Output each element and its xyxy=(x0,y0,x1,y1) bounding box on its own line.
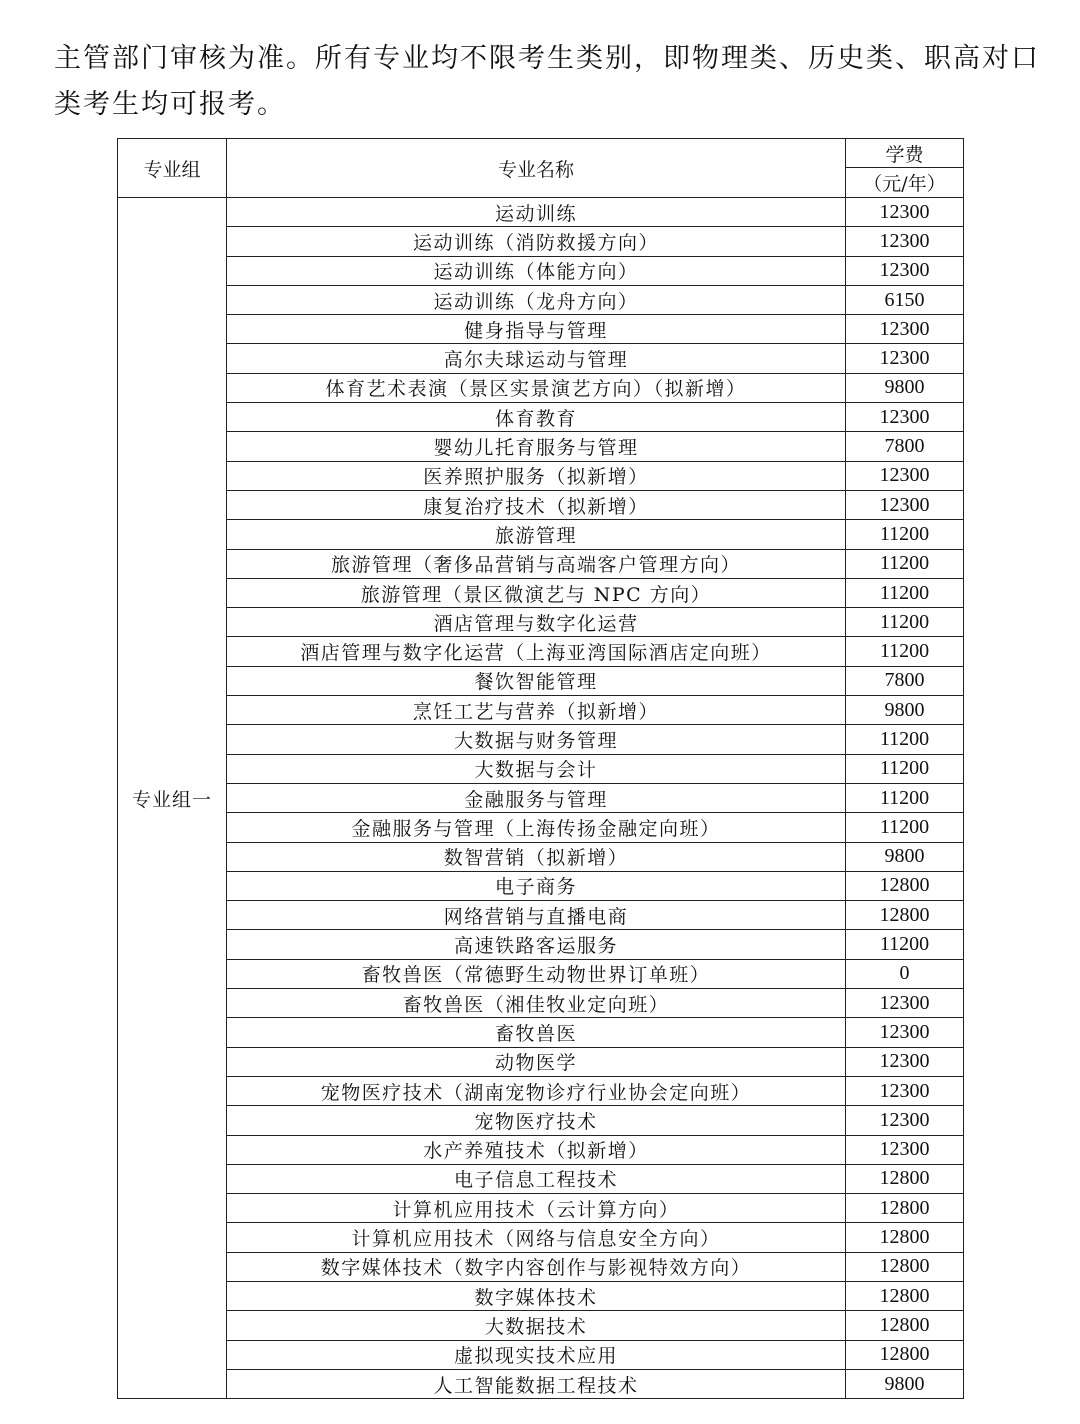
major-name-cell: 医养照护服务（拟新增） xyxy=(227,461,846,490)
table-row xyxy=(118,373,964,402)
major-name-cell: 数智营销（拟新增） xyxy=(227,842,846,871)
tuition-fee-cell: 12300 xyxy=(846,227,964,256)
major-name-cell: 人工智能数据工程技术 xyxy=(227,1369,846,1398)
table-row xyxy=(118,930,964,959)
tuition-fee-cell: 12300 xyxy=(846,461,964,490)
major-name-cell: 水产养殖技术（拟新增） xyxy=(227,1135,846,1164)
table-body xyxy=(118,198,964,1399)
tuition-fee-cell: 11200 xyxy=(846,520,964,549)
major-name-cell: 康复治疗技术（拟新增） xyxy=(227,490,846,519)
table-row xyxy=(118,1076,964,1105)
major-name-cell: 健身指导与管理 xyxy=(227,315,846,344)
header-name: 专业名称 xyxy=(227,139,846,198)
tuition-fee-cell: 12800 xyxy=(846,1252,964,1281)
table-row xyxy=(118,1106,964,1135)
major-name-cell: 运动训练（龙舟方向） xyxy=(227,285,846,314)
tuition-fee-cell: 11200 xyxy=(846,578,964,607)
tuition-fee-cell: 11200 xyxy=(846,813,964,842)
tuition-fee-cell: 12300 xyxy=(846,1076,964,1105)
table-row xyxy=(118,1194,964,1223)
major-name-cell: 电子商务 xyxy=(227,871,846,900)
table-row xyxy=(118,1018,964,1047)
tuition-fee-cell: 11200 xyxy=(846,608,964,637)
tuition-fee-cell: 7800 xyxy=(846,666,964,695)
intro-paragraph xyxy=(54,36,1044,128)
tuition-fee-cell: 12300 xyxy=(846,989,964,1018)
major-name-cell: 畜牧兽医 xyxy=(227,1018,846,1047)
major-name-cell: 旅游管理（奢侈品营销与高端客户管理方向） xyxy=(227,549,846,578)
table-row xyxy=(118,256,964,285)
major-name-cell: 烹饪工艺与营养（拟新增） xyxy=(227,696,846,725)
tuition-fee-cell: 12300 xyxy=(846,1135,964,1164)
intro-line-2: 类考生均可报考。 xyxy=(54,89,286,120)
group-cell: 专业组一 xyxy=(118,198,227,1399)
major-name-cell: 宠物医疗技术 xyxy=(227,1106,846,1135)
table-row xyxy=(118,520,964,549)
header-group: 专业组 xyxy=(118,139,227,198)
table-row xyxy=(118,813,964,842)
header-fee: 学费 xyxy=(846,139,964,168)
tuition-fee-cell: 11200 xyxy=(846,754,964,783)
tuition-fee-cell: 12300 xyxy=(846,315,964,344)
table-row xyxy=(118,666,964,695)
major-name-cell: 高尔夫球运动与管理 xyxy=(227,344,846,373)
table-row xyxy=(118,344,964,373)
tuition-fee-cell: 9800 xyxy=(846,696,964,725)
table-row xyxy=(118,725,964,754)
major-name-cell: 高速铁路客运服务 xyxy=(227,930,846,959)
tuition-fee-cell: 12800 xyxy=(846,901,964,930)
tuition-fee-cell: 12300 xyxy=(846,198,964,227)
table-row xyxy=(118,959,964,988)
tuition-fee-cell: 12800 xyxy=(846,1281,964,1310)
major-name-cell: 体育艺术表演（景区实景演艺方向）（拟新增） xyxy=(227,373,846,402)
tuition-fee-cell: 12300 xyxy=(846,490,964,519)
major-name-cell: 网络营销与直播电商 xyxy=(227,901,846,930)
table-row xyxy=(118,1252,964,1281)
tuition-fee-cell: 12300 xyxy=(846,1106,964,1135)
header-fee-unit: （元/年） xyxy=(846,168,964,198)
major-name-cell: 体育教育 xyxy=(227,403,846,432)
table-row xyxy=(118,1369,964,1398)
tuition-fee-cell: 12800 xyxy=(846,1340,964,1369)
tuition-fee-cell: 12800 xyxy=(846,1311,964,1340)
table-row xyxy=(118,989,964,1018)
intro-line-1: 主管部门审核为准。所有专业均不限考生类别，即物理类、历史类、职高对口 xyxy=(54,43,1040,74)
tuition-fee-cell: 12800 xyxy=(846,1223,964,1252)
major-name-cell: 畜牧兽医（湘佳牧业定向班） xyxy=(227,989,846,1018)
table-row xyxy=(118,637,964,666)
table-row xyxy=(118,1281,964,1310)
table-row xyxy=(118,842,964,871)
tuition-fee-cell: 9800 xyxy=(846,842,964,871)
tuition-table xyxy=(117,138,964,1399)
major-name-cell: 酒店管理与数字化运营 xyxy=(227,608,846,637)
major-name-cell: 运动训练（消防救援方向） xyxy=(227,227,846,256)
tuition-fee-cell: 6150 xyxy=(846,285,964,314)
tuition-fee-cell: 12300 xyxy=(846,1018,964,1047)
major-name-cell: 运动训练（体能方向） xyxy=(227,256,846,285)
tuition-fee-cell: 12300 xyxy=(846,256,964,285)
major-name-cell: 计算机应用技术（网络与信息安全方向） xyxy=(227,1223,846,1252)
table-row xyxy=(118,490,964,519)
major-name-cell: 动物医学 xyxy=(227,1047,846,1076)
table-row xyxy=(118,1340,964,1369)
tuition-fee-cell: 0 xyxy=(846,959,964,988)
major-name-cell: 酒店管理与数字化运营（上海亚湾国际酒店定向班） xyxy=(227,637,846,666)
major-name-cell: 宠物医疗技术（湖南宠物诊疗行业协会定向班） xyxy=(227,1076,846,1105)
major-name-cell: 运动训练 xyxy=(227,198,846,227)
tuition-fee-cell: 11200 xyxy=(846,637,964,666)
major-name-cell: 虚拟现实技术应用 xyxy=(227,1340,846,1369)
table-row xyxy=(118,315,964,344)
table-row xyxy=(118,198,964,227)
table-row xyxy=(118,901,964,930)
major-name-cell: 大数据与会计 xyxy=(227,754,846,783)
tuition-fee-cell: 12800 xyxy=(846,1164,964,1193)
table-row xyxy=(118,754,964,783)
tuition-fee-cell: 11200 xyxy=(846,549,964,578)
table-row xyxy=(118,1135,964,1164)
major-name-cell: 金融服务与管理 xyxy=(227,783,846,812)
table-row xyxy=(118,783,964,812)
major-name-cell: 金融服务与管理（上海传扬金融定向班） xyxy=(227,813,846,842)
major-name-cell: 旅游管理 xyxy=(227,520,846,549)
tuition-fee-cell: 12300 xyxy=(846,1047,964,1076)
tuition-fee-cell: 7800 xyxy=(846,432,964,461)
table-row xyxy=(118,285,964,314)
table-row xyxy=(118,1223,964,1252)
tuition-fee-cell: 11200 xyxy=(846,930,964,959)
major-name-cell: 畜牧兽医（常德野生动物世界订单班） xyxy=(227,959,846,988)
tuition-fee-cell: 12300 xyxy=(846,403,964,432)
table-row xyxy=(118,578,964,607)
table-row xyxy=(118,871,964,900)
table-row xyxy=(118,1311,964,1340)
table-row xyxy=(118,432,964,461)
tuition-fee-cell: 12800 xyxy=(846,871,964,900)
table-row xyxy=(118,1164,964,1193)
major-name-cell: 电子信息工程技术 xyxy=(227,1164,846,1193)
tuition-fee-cell: 9800 xyxy=(846,373,964,402)
table-row xyxy=(118,403,964,432)
tuition-fee-cell: 12800 xyxy=(846,1194,964,1223)
major-name-cell: 数字媒体技术 xyxy=(227,1281,846,1310)
tuition-fee-cell: 12300 xyxy=(846,344,964,373)
major-name-cell: 大数据与财务管理 xyxy=(227,725,846,754)
major-name-cell: 数字媒体技术（数字内容创作与影视特效方向） xyxy=(227,1252,846,1281)
table-row xyxy=(118,1047,964,1076)
table-row xyxy=(118,549,964,578)
table-row xyxy=(118,227,964,256)
table-row xyxy=(118,696,964,725)
major-name-cell: 旅游管理（景区微演艺与 NPC 方向） xyxy=(227,578,846,607)
tuition-fee-cell: 11200 xyxy=(846,783,964,812)
major-name-cell: 计算机应用技术（云计算方向） xyxy=(227,1194,846,1223)
table-row xyxy=(118,608,964,637)
tuition-fee-cell: 11200 xyxy=(846,725,964,754)
table-row xyxy=(118,461,964,490)
major-name-cell: 大数据技术 xyxy=(227,1311,846,1340)
major-name-cell: 餐饮智能管理 xyxy=(227,666,846,695)
tuition-fee-cell: 9800 xyxy=(846,1369,964,1398)
major-name-cell: 婴幼儿托育服务与管理 xyxy=(227,432,846,461)
